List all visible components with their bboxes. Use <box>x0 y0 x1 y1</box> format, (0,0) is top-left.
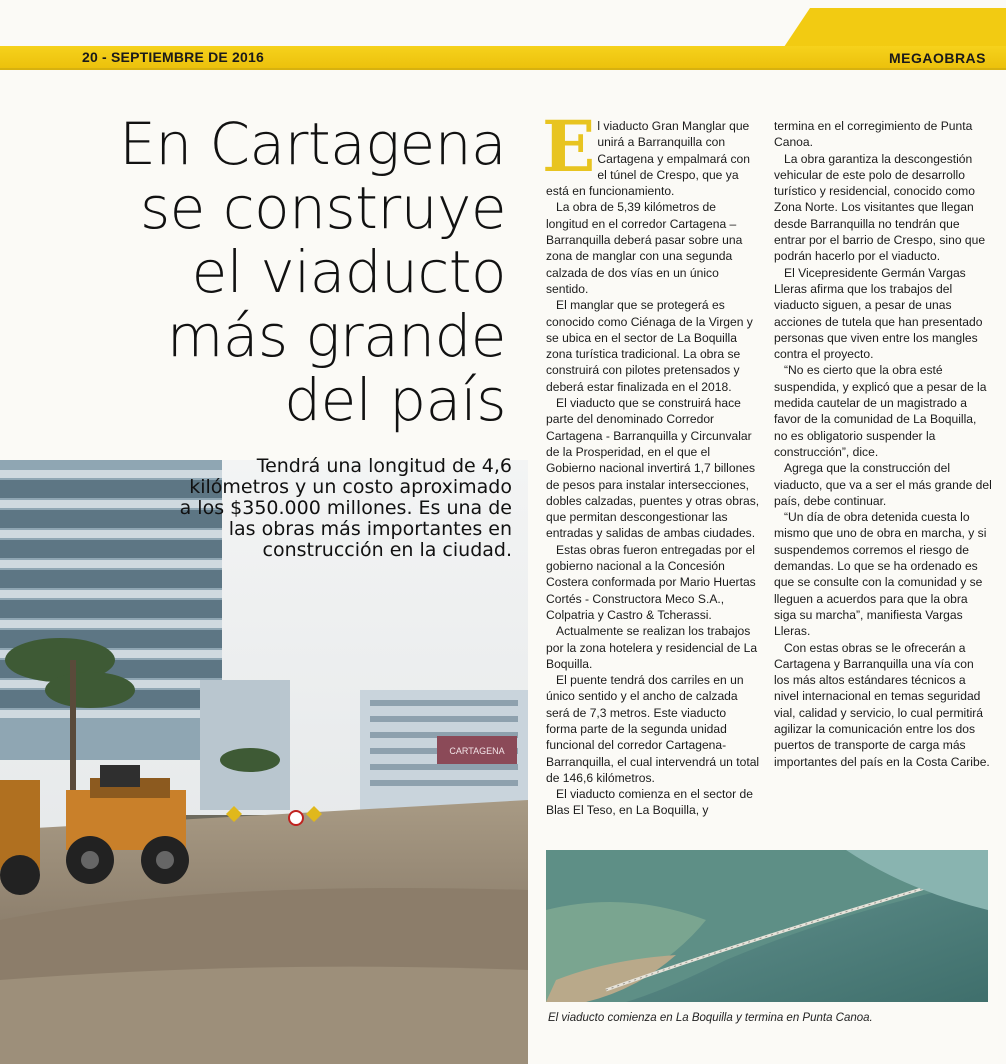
issue-date: 20 - SEPTIEMBRE DE 2016 <box>82 49 264 65</box>
paragraph: Actualmente se realizan los trabajos por la zona hotelera y residencial de La Boquilla. <box>546 624 758 671</box>
paragraph: Con estas obras se le ofrecerán a Cartagena y Barranquilla una vía con los más altos estándares técnicos a nivel internacional en temas seguridad vial, calidad y servicio, lo cual permitirá agilizar la comunicación entre los dos puertos de transporte de carga más importantes del país en la Costa Caribe. <box>774 640 990 769</box>
paragraph: El Vicepresidente Germán Vargas Lleras afirma que los trabajos del viaducto siguen, a pesar de unas acciones de tutela que han presentado personas que viven entre los mangles contra el proyecto. <box>774 265 983 362</box>
headline-line: se construye <box>139 174 506 242</box>
paragraph: La obra garantiza la descongestión vehicular de este polo de desarrollo turístico y residencial, conocido como Zona Norte. Los visitantes que llegan desde Barranquilla no tendrán que entrar por el barrio de Crespo, sino que podrán hacerlo por el viaducto. <box>774 151 986 264</box>
subhead: Tendrá una longitud de 4,6 kilómetros y un costo aproximado a los $350.000 millones. Es una de las obras más importantes en construcción en la ciudad. <box>179 455 512 561</box>
headline-line: En Cartagena <box>119 110 506 178</box>
dump-truck <box>0 765 189 895</box>
billboard-text: CARTAGENA <box>449 746 505 756</box>
paragraph: termina en el corregimiento de Punta Canoa. <box>774 119 973 150</box>
section-name: MEGAOBRAS <box>888 50 986 66</box>
paragraph: Agrega que la construcción del viaducto, que va a ser el más grande del país, debe continuar. <box>774 461 992 508</box>
paragraph: “Un día de obra detenida cuesta lo mismo que uno de obra en marcha, y si suspendemos corremos el riesgo de demandas. Lo que se ha ordenado es que se consulte con la comunidad y se lleguen a acuerdos para que la obra siga su marcha”, manifiesta Vargas Lleras. <box>774 510 987 639</box>
headline <box>26 112 506 432</box>
paragraph: El viaducto comienza en el sector de Blas El Teso, en La Boquilla, y <box>546 787 753 818</box>
paragraph: “No es cierto que la obra esté suspendida, y explicó que a pesar de la medida cautelar de un magistrado a favor de la comunidad de La Boquilla, no es obligatorio suspender la construcción”, dice. <box>774 363 987 459</box>
lead-paragraph <box>542 105 760 199</box>
aerial-viaduct-photo <box>546 850 988 1002</box>
photo-caption: El viaducto comienza en La Boquilla y termina en Punta Canoa. <box>548 1012 873 1024</box>
drop-cap: E <box>542 105 596 188</box>
article-column-1 <box>542 105 760 819</box>
paragraph: El manglar que se protegerá es conocido como Ciénaga de la Virgen y se ubica en el sector de La Boquilla zona turística tradicional. La obra se construirá con pilotes pretensados y deberá estar finalizada en el 2018. <box>546 298 753 394</box>
headline-line: del país <box>284 366 506 434</box>
article-column-2 <box>774 118 992 770</box>
lead-text: l viaducto Gran Manglar que unirá a Barranquilla con Cartagena y empalmará con el túnel de Crespo, que ya está en funcionamiento. <box>546 119 750 199</box>
header-rule <box>0 68 1006 70</box>
headline-line: más grande <box>166 302 506 370</box>
paragraph: El puente tendrá dos carriles en un único sentido y el ancho de calzada será de 7,3 metros. Este viaducto forma parte de la segunda unidad funcional del corredor Cartagena-Barranquilla, el cual intervendrá un total de 146,6 kilómetros. <box>546 673 760 785</box>
paragraph: La obra de 5,39 kilómetros de longitud en el corredor Cartagena – Barranquilla deberá pasar sobre una zona de manglar con una segunda calzada de dos vías en un único sentido. <box>546 200 743 296</box>
paragraph: Estas obras fueron entregadas por el gobierno nacional a la Concesión Costera conformada por Mario Huertas Cortés - Constructora Meco S.A., Colpatria y Castro & Tcherassi. <box>546 542 756 622</box>
paragraph: El viaducto que se construirá hace parte del denominado Corredor Cartagena - Barranquilla y Circunvalar de la Prosperidad, en el que el Gobierno nacional invertirá 1,7 billones de pesos para instalar intersecciones, dobles calzadas, puentes y otras obras, que permitan descongestionar las entradas y salidas de ambas ciudades. <box>546 396 760 541</box>
headline-line: el viaducto <box>191 238 506 306</box>
